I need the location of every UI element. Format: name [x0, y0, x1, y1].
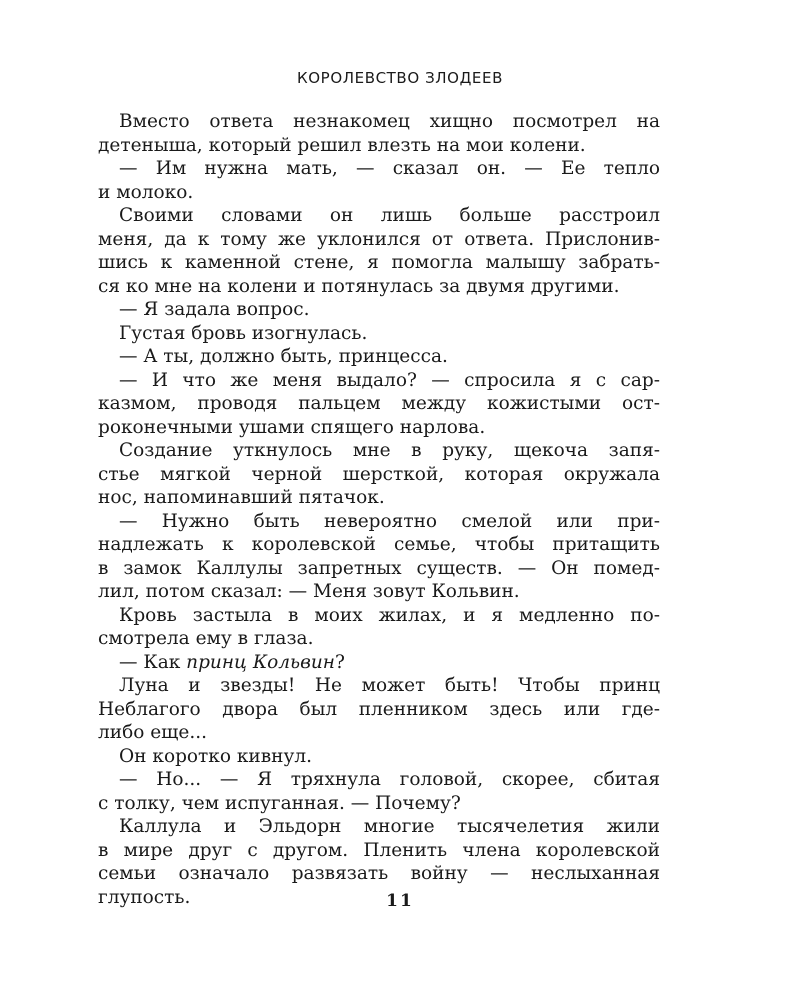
line-text: — Как: [119, 651, 187, 673]
text-line: [119, 510, 660, 534]
text-line: [119, 322, 660, 346]
text-line: [119, 157, 660, 181]
text-line: [119, 345, 660, 369]
line-text: семьи означало развязать войну — неслыханная: [98, 863, 660, 884]
text-line: [98, 580, 660, 604]
line-text: шись к каменной стене, я помогла малышу забрать-: [98, 252, 660, 273]
text-line: [98, 792, 660, 816]
text-line: [119, 815, 660, 839]
text-line: [98, 862, 660, 886]
line-text: Своими словами он лишь больше расстроил: [119, 205, 660, 226]
line-text: ся ко мне на колени и потянулась за двумя другими.: [98, 275, 620, 297]
line-text: — Им нужна мать, — сказал он. — Ее тепло: [119, 158, 660, 179]
line-text: с толку, чем испуганная. — Почему?: [98, 792, 461, 814]
line-text: в мире друг с другом. Пленить члена королевской: [98, 839, 660, 861]
line-text: — И что же меня выдало? — спросила я с сар-: [119, 369, 660, 391]
line-text: Кровь застыла в моих жилах, и я медленно по-: [119, 604, 660, 626]
line-text: глупость.: [98, 886, 191, 908]
text-line: [98, 416, 660, 440]
running-head: КОРОЛЕВСТВО ЗЛОДЕЕВ: [297, 69, 503, 87]
line-text: меня, да к тому же уклонился от ответа. Прислонив-: [98, 228, 660, 250]
line-text: Он коротко кивнул.: [119, 745, 313, 767]
text-line: [119, 604, 660, 628]
body-text: [98, 110, 660, 909]
page-number: 11: [386, 891, 414, 911]
line-text: Каллула и Эльдорн многие тысячелетия жили: [119, 816, 660, 837]
text-line: [98, 181, 660, 205]
line-text: лил, потом сказал: — Меня зовут Кольвин.: [98, 581, 520, 602]
line-text: в замок Каллулы запретных существ. — Он помед-: [98, 557, 660, 579]
line-text: детеныша, который решил влезть на мои колени.: [98, 134, 586, 156]
line-text: казмом, проводя пальцем между кожистыми ост-: [98, 393, 660, 414]
line-text: Густая бровь изогнулась.: [119, 322, 368, 344]
line-text: — А ты, должно быть, принцесса.: [119, 346, 448, 367]
text-line: [119, 298, 660, 322]
line-text: надлежать к королевской семье, чтобы притащить: [98, 534, 660, 555]
line-text: и молоко.: [98, 181, 194, 203]
line-text: Неблагого двора был пленником здесь или где-: [98, 698, 660, 720]
text-line: [98, 134, 660, 158]
text-line: [98, 486, 660, 510]
text-line: [98, 557, 660, 581]
text-line: [98, 721, 660, 745]
text-line: [119, 110, 660, 134]
text-line: [119, 204, 660, 228]
line-text: — Нужно быть невероятно смелой или при-: [119, 510, 660, 532]
line-text: Вместо ответа незнакомец хищно посмотрел на: [119, 111, 660, 132]
text-line: [119, 369, 660, 393]
text-line: [98, 698, 660, 722]
text-line: [119, 439, 660, 463]
text-line: [119, 768, 660, 792]
line-text: нос, напоминавший пятачок.: [98, 487, 385, 508]
text-line: [98, 392, 660, 416]
text-line: [98, 251, 660, 275]
line-text: смотрела ему в глаза.: [98, 628, 314, 649]
line-italic-text: принц Кольвин: [186, 651, 335, 673]
text-line: [98, 228, 660, 252]
line-text: Луна и звезды! Не может быть! Чтобы принц: [119, 675, 660, 696]
text-line: [119, 745, 660, 769]
text-line: [98, 839, 660, 863]
text-line: [98, 533, 660, 557]
line-text: либо еще...: [98, 722, 207, 743]
line-text: Создание уткнулось мне в руку, щекоча запя-: [119, 440, 660, 461]
line-text: — Я задала вопрос.: [119, 299, 310, 320]
line-text: — Но... — Я тряхнула головой, скорее, сбитая: [119, 769, 660, 790]
text-line: [98, 463, 660, 487]
line-text: стье мягкой черной шерсткой, которая окружала: [98, 463, 660, 485]
text-line: [119, 674, 660, 698]
text-line: [98, 627, 660, 651]
text-line: [98, 275, 660, 299]
text-line: [119, 651, 660, 675]
line-tail-text: ?: [335, 651, 345, 673]
line-text: роконечными ушами спящего нарлова.: [98, 416, 486, 438]
